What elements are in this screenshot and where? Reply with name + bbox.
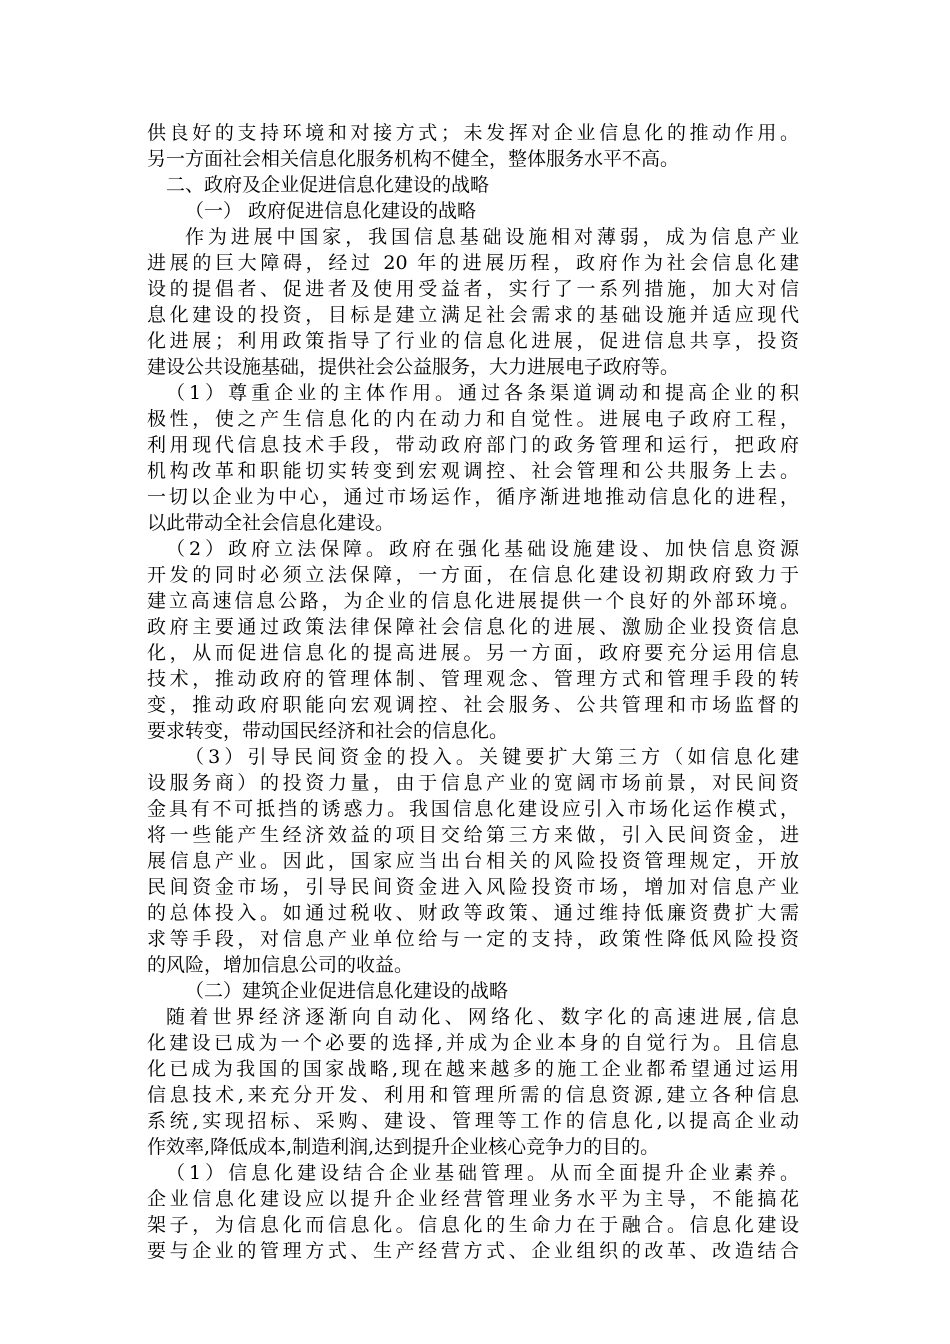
paragraph-line: 的总体投入。如通过税收、财政等政策、通过维持低廉资费扩大需 <box>147 902 799 924</box>
paragraph-line: 的风险，增加信息公司的收益。 <box>147 954 414 976</box>
paragraph-line: 金具有不可抵挡的诱惑力。我国信息化建设应引入市场化运作模式， <box>147 798 799 820</box>
paragraph-line: （2）政府立法保障。政府在强化基础设施建设、加快信息资源 <box>166 538 799 560</box>
paragraph-line: 化，从而促进信息化的提高进展。另一方面，政府要充分运用信息 <box>147 642 799 664</box>
paragraph-line: 政府主要通过政策法律保障社会信息化的进展、激励企业投资信息 <box>147 616 799 638</box>
paragraph-line: （3）引导民间资金的投入。关键要扩大第三方（如信息化建 <box>185 746 799 768</box>
paragraph-line: 要与企业的管理方式、生产经营方式、企业组织的改革、改造结合 <box>147 1240 799 1262</box>
paragraph-line: 化已成为我国的国家战略,现在越来越多的施工企业都希望通过运用 <box>147 1058 799 1080</box>
paragraph-line: 求等手段，对信息产业单位给与一定的支持，政策性降低风险投资 <box>147 928 799 950</box>
paragraph-line: 供良好的支持环境和对接方式；未发挥对企业信息化的推动作用。 <box>147 122 799 144</box>
paragraph-line: 息化建设的投资，目标是建立满足社会需求的基础设施并适应现代 <box>147 304 799 326</box>
paragraph-line: 企业信息化建设应以提升企业经营管理业务水平为主导，不能搞花 <box>147 1188 799 1210</box>
paragraph-line: 建设公共设施基础，提供社会公益服务，大力进展电子政府等。 <box>147 356 680 378</box>
paragraph-line: 设的提倡者、促进者及使用受益者，实行了一系列措施，加大对信 <box>147 278 799 300</box>
paragraph-line: （1）信息化建设结合企业基础管理。从而全面提升企业素养。 <box>166 1162 799 1184</box>
paragraph-line: 作为进展中国家，我国信息基础设施相对薄弱，成为信息产业 <box>185 226 799 248</box>
paragraph-line: 变，推动政府职能向宏观调控、社会服务、公共管理和市场监督的 <box>147 694 799 716</box>
paragraph-line: 架子，为信息化而信息化。信息化的生命力在于融合。信息化建设 <box>147 1214 799 1236</box>
paragraph-line: 要求转变，带动国民经济和社会的信息化。 <box>147 720 509 742</box>
paragraph-line: 极性，使之产生信息化的内在动力和自觉性。进展电子政府工程， <box>147 408 799 430</box>
subsection-heading: （一） 政府促进信息化建设的战略 <box>185 200 477 222</box>
document-page <box>147 120 799 1264</box>
paragraph-line: 设服务商）的投资力量，由于信息产业的宽阔市场前景，对民间资 <box>147 772 799 794</box>
paragraph-line: 建立高速信息公路，为企业的信息化进展提供一个良好的外部环境。 <box>147 590 799 612</box>
paragraph-line: 信息技术,来充分开发、利用和管理所需的信息资源,建立各种信息 <box>147 1084 799 1106</box>
paragraph-line: 化建设已成为一个必要的选择,并成为企业本身的自觉行为。且信息 <box>147 1032 799 1054</box>
paragraph-line: 展信息产业。因此，国家应当出台相关的风险投资管理规定，开放 <box>147 850 799 872</box>
paragraph-line: 一切以企业为中心，通过市场运作，循序渐进地推动信息化的进程， <box>147 486 799 508</box>
paragraph-line: 机构改革和职能切实转变到宏观调控、社会管理和公共服务上去。 <box>147 460 799 482</box>
paragraph-line: 化进展；利用政策指导了行业的信息化进展，促进信息共享，投资 <box>147 330 799 352</box>
paragraph-line: 民间资金市场，引导民间资金进入风险投资市场，增加对信息产业 <box>147 876 799 898</box>
paragraph-line: 利用现代信息技术手段，带动政府部门的政务管理和运行，把政府 <box>147 434 799 456</box>
paragraph-line: 作效率,降低成本,制造利润,达到提升企业核心竞争力的目的。 <box>147 1136 660 1158</box>
paragraph-line: 以此带动全社会信息化建设。 <box>147 512 395 534</box>
paragraph-line: 将一些能产生经济效益的项目交给第三方来做，引入民间资金，进 <box>147 824 799 846</box>
paragraph-line: 系统,实现招标、采购、建设、管理等工作的信息化,以提高企业动 <box>147 1110 799 1132</box>
paragraph-line: 开发的同时必须立法保障，一方面，在信息化建设初期政府致力于 <box>147 564 799 586</box>
subsection-heading: （二）建筑企业促进信息化建设的战略 <box>185 980 509 1002</box>
paragraph-line: 进展的巨大障碍，经过 20 年的进展历程，政府作为社会信息化建 <box>147 252 799 274</box>
paragraph-line: （1）尊重企业的主体作用。通过各条渠道调动和提高企业的积 <box>166 382 799 404</box>
section-heading: 二、政府及企业促进信息化建设的战略 <box>166 174 490 196</box>
paragraph-line: 另一方面社会相关信息化服务机构不健全，整体服务水平不高。 <box>147 148 680 170</box>
paragraph-line: 技术，推动政府的管理体制、管理观念、管理方式和管理手段的转 <box>147 668 799 690</box>
paragraph-line: 随着世界经济逐渐向自动化、网络化、数字化的高速进展,信息 <box>166 1006 799 1028</box>
